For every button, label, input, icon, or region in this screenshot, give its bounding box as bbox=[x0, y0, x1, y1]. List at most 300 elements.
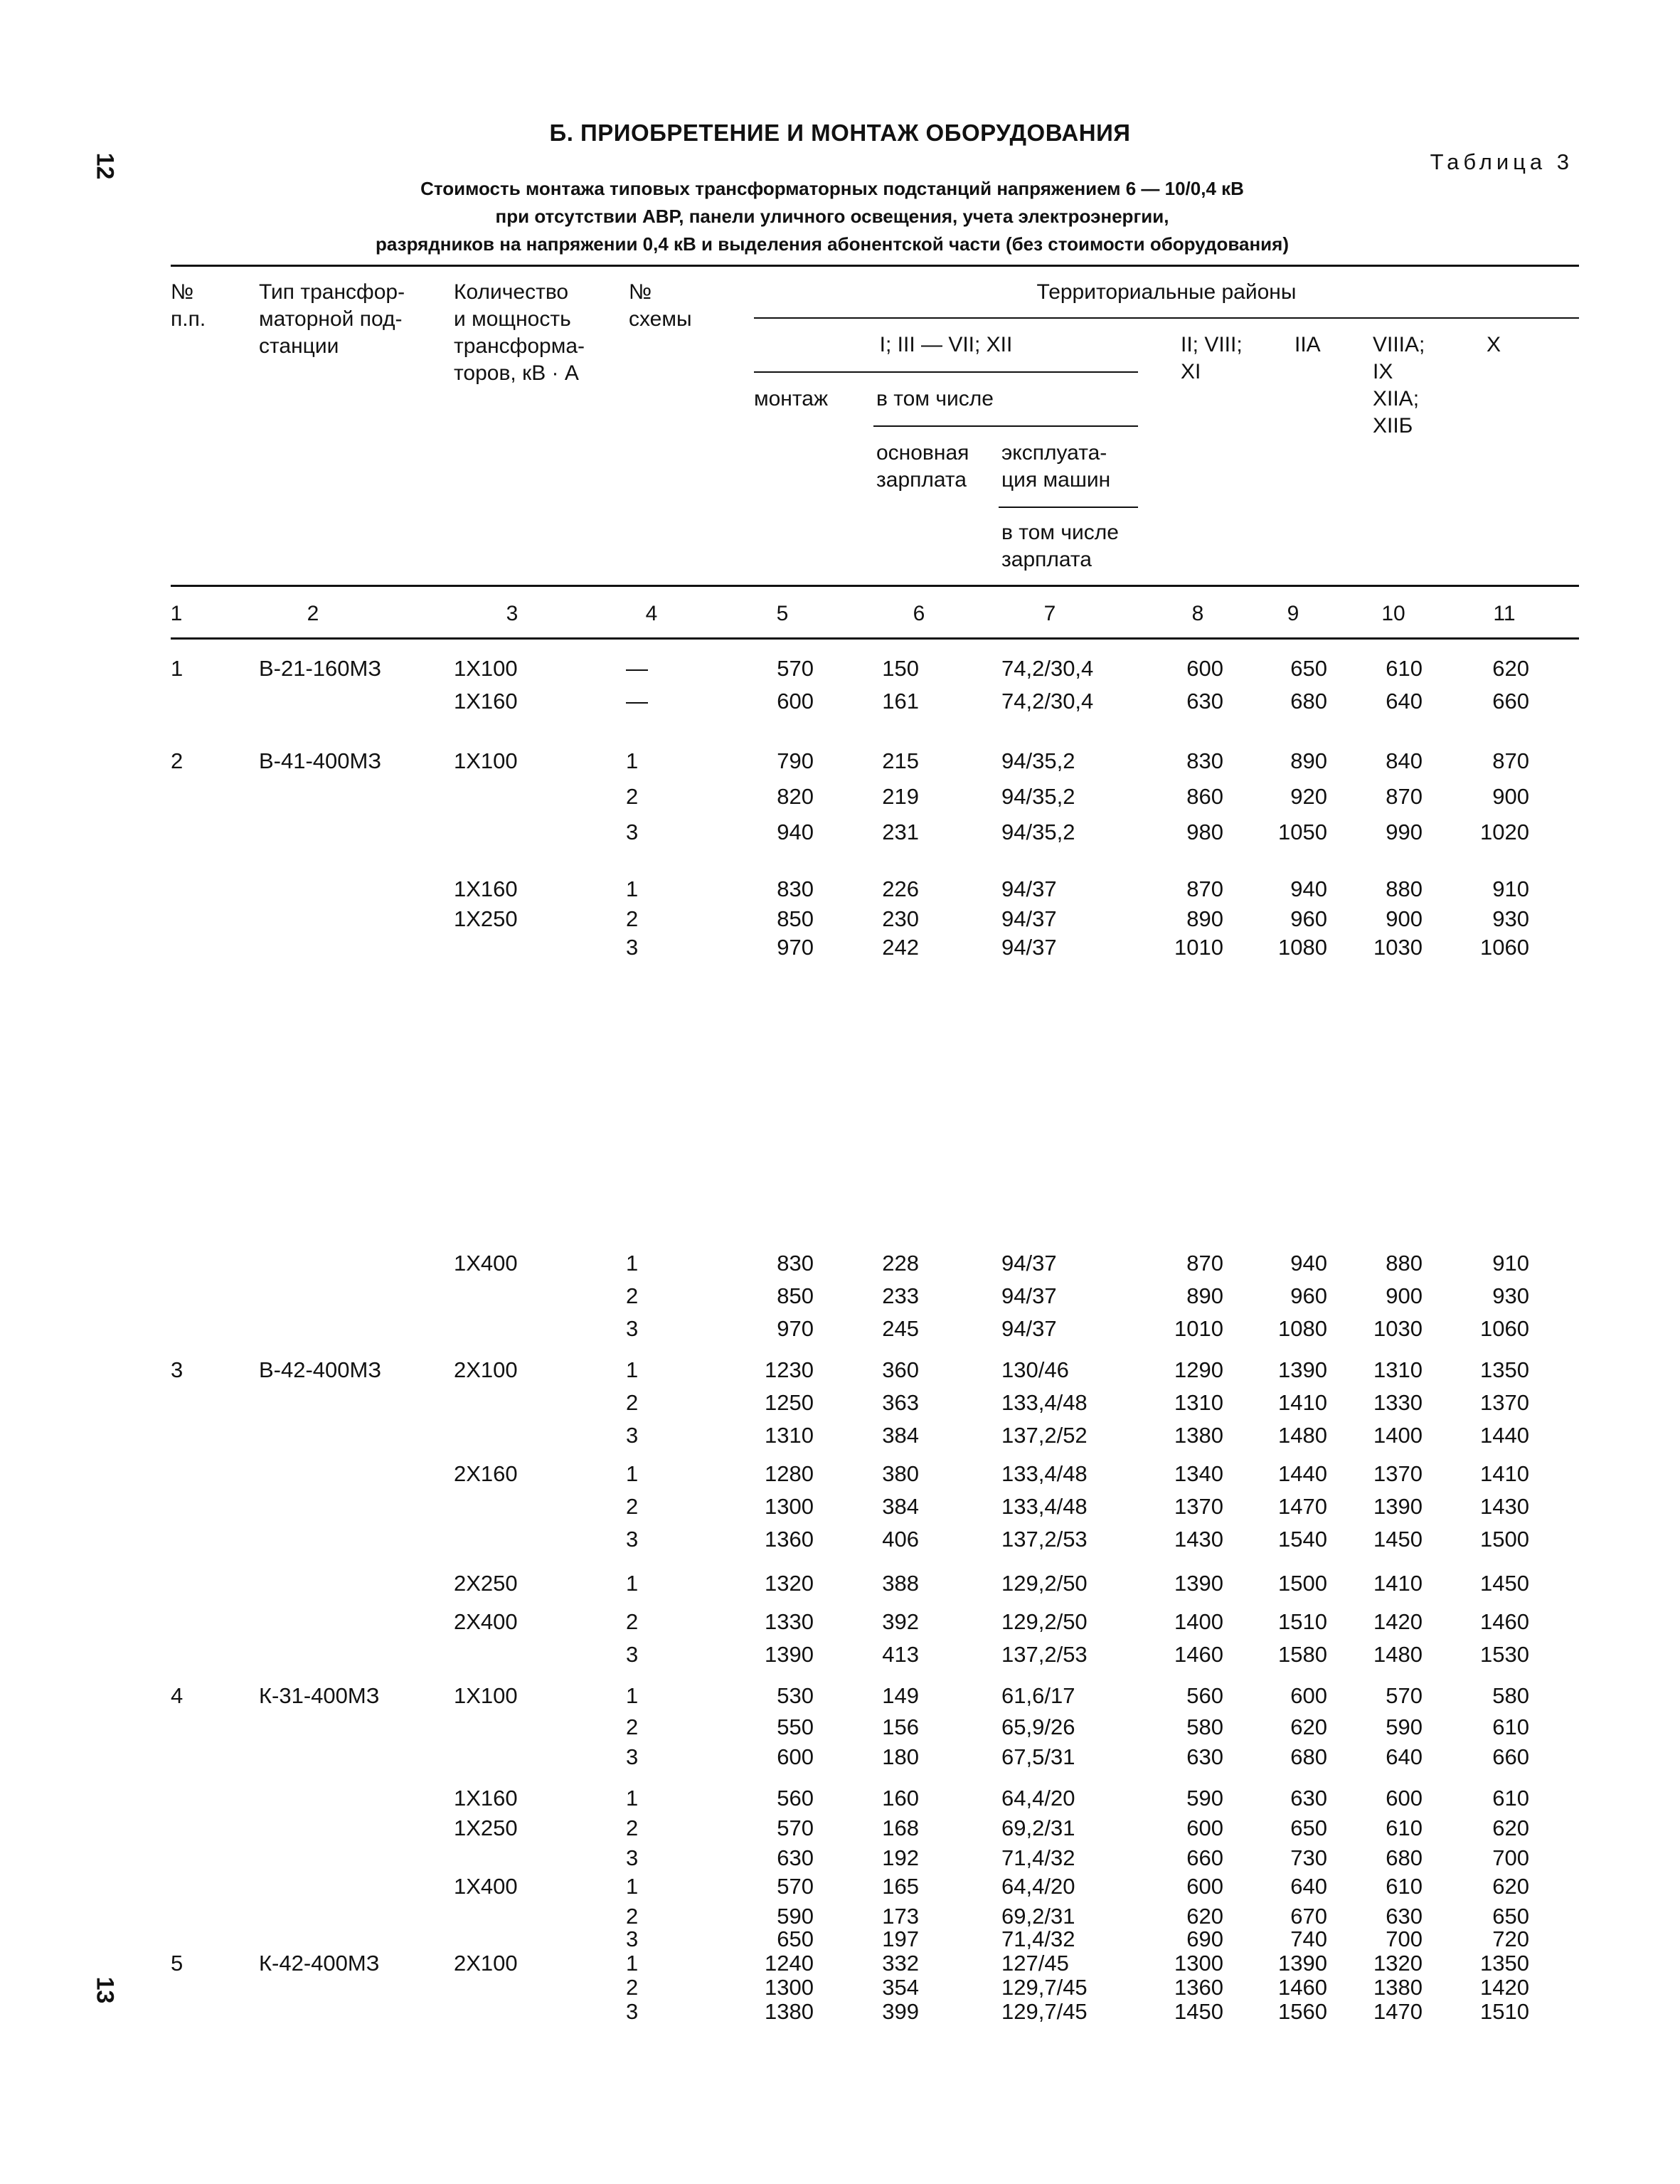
basic-wage-cell: 180 bbox=[882, 1744, 919, 1769]
basic-wage-cell: 384 bbox=[882, 1423, 919, 1448]
district-viiia-cell: 870 bbox=[1386, 784, 1423, 809]
district-iia-cell: 890 bbox=[1290, 748, 1327, 773]
scheme-number-cell: 1 bbox=[626, 1874, 639, 1899]
montage-cell: 850 bbox=[777, 1283, 814, 1308]
scheme-number-cell: 3 bbox=[626, 1316, 639, 1341]
row-number-cell: 1 bbox=[171, 656, 184, 681]
district-iia-cell: 1540 bbox=[1278, 1527, 1327, 1552]
header-col10-line: IX bbox=[1373, 360, 1393, 383]
montage-cell: 1360 bbox=[765, 1527, 814, 1552]
header-incl: в том числе bbox=[876, 387, 994, 410]
district-ii-cell: 660 bbox=[1186, 1845, 1223, 1870]
district-x-cell: 610 bbox=[1492, 1786, 1529, 1811]
transformer-qty-cell: 2X250 bbox=[454, 1571, 518, 1596]
district-iia-cell: 1500 bbox=[1278, 1571, 1327, 1596]
basic-wage-cell: 165 bbox=[882, 1874, 919, 1899]
basic-wage-cell: 173 bbox=[882, 1904, 919, 1929]
scheme-number-cell: 3 bbox=[626, 1926, 639, 1951]
header-group1: I; III — VII; XII bbox=[879, 333, 1013, 356]
basic-wage-cell: 192 bbox=[882, 1845, 919, 1870]
district-ii-cell: 600 bbox=[1186, 1874, 1223, 1899]
column-number-10: 10 bbox=[1381, 602, 1405, 625]
basic-wage-cell: 363 bbox=[882, 1390, 919, 1415]
transformer-qty-cell: 1X160 bbox=[454, 689, 518, 714]
page-number-bottom: 13 bbox=[91, 1976, 119, 2004]
substation-type-cell: В-21-160МЗ bbox=[259, 656, 382, 681]
district-viiia-cell: 1370 bbox=[1373, 1461, 1423, 1486]
machine-op-cell: 64,4/20 bbox=[1001, 1786, 1075, 1811]
column-number-4: 4 bbox=[645, 602, 658, 625]
basic-wage-cell: 406 bbox=[882, 1527, 919, 1552]
basic-wage-cell: 226 bbox=[882, 876, 919, 901]
district-ii-cell: 1460 bbox=[1174, 1642, 1223, 1667]
district-iia-cell: 680 bbox=[1290, 689, 1327, 714]
district-viiia-cell: 1480 bbox=[1373, 1642, 1423, 1667]
basic-wage-cell: 149 bbox=[882, 1683, 919, 1708]
district-x-cell: 620 bbox=[1492, 1815, 1529, 1840]
basic-wage-cell: 230 bbox=[882, 906, 919, 931]
district-viiia-cell: 1030 bbox=[1373, 935, 1423, 960]
district-iia-cell: 1470 bbox=[1278, 1494, 1327, 1519]
column-number-2: 2 bbox=[307, 602, 319, 625]
district-iia-cell: 1080 bbox=[1278, 1316, 1327, 1341]
scheme-number-cell: 1 bbox=[626, 1461, 639, 1486]
montage-cell: 970 bbox=[777, 1316, 814, 1341]
column-number-6: 6 bbox=[913, 602, 925, 625]
montage-cell: 1320 bbox=[765, 1571, 814, 1596]
district-iia-cell: 940 bbox=[1290, 1251, 1327, 1276]
machine-op-cell: 133,4/48 bbox=[1001, 1390, 1088, 1415]
district-iia-cell: 940 bbox=[1290, 876, 1327, 901]
district-iia-cell: 1440 bbox=[1278, 1461, 1327, 1486]
district-ii-cell: 1380 bbox=[1174, 1423, 1223, 1448]
district-iia-cell: 1410 bbox=[1278, 1390, 1327, 1415]
scheme-number-cell: 3 bbox=[626, 935, 639, 960]
caption-line-1: Стоимость монтажа типовых трансформаторных подстанций напряжением 6 — 10/0,4 кВ bbox=[420, 178, 1244, 199]
district-viiia-cell: 610 bbox=[1386, 1874, 1423, 1899]
district-ii-cell: 1450 bbox=[1174, 1999, 1223, 2024]
basic-wage-cell: 150 bbox=[882, 656, 919, 681]
transformer-qty-cell: 1X160 bbox=[454, 876, 518, 901]
header-col3-line: и мощность bbox=[454, 307, 571, 331]
district-iia-cell: 960 bbox=[1290, 906, 1327, 931]
header-col9: IIA bbox=[1294, 333, 1321, 356]
scheme-number-cell: 2 bbox=[626, 1714, 639, 1739]
scheme-number-cell: 1 bbox=[626, 1951, 639, 1976]
scheme-number-cell: 1 bbox=[626, 1786, 639, 1811]
district-x-cell: 1530 bbox=[1480, 1642, 1529, 1667]
substation-type-cell: К-42-400МЗ bbox=[259, 1951, 380, 1976]
district-iia-cell: 1480 bbox=[1278, 1423, 1327, 1448]
district-x-cell: 660 bbox=[1492, 689, 1529, 714]
machine-op-cell: 133,4/48 bbox=[1001, 1494, 1088, 1519]
machine-op-cell: 69,2/31 bbox=[1001, 1904, 1075, 1929]
transformer-qty-cell: 1X250 bbox=[454, 1815, 518, 1840]
transformer-qty-cell: 1X400 bbox=[454, 1251, 518, 1276]
district-x-cell: 1450 bbox=[1480, 1571, 1529, 1596]
basic-wage-cell: 161 bbox=[882, 689, 919, 714]
scheme-number-cell: 2 bbox=[626, 1815, 639, 1840]
district-ii-cell: 1010 bbox=[1174, 1316, 1223, 1341]
district-x-cell: 1510 bbox=[1480, 1999, 1529, 2024]
district-ii-cell: 890 bbox=[1186, 906, 1223, 931]
district-x-cell: 1440 bbox=[1480, 1423, 1529, 1448]
transformer-qty-cell: 2X400 bbox=[454, 1609, 518, 1634]
district-ii-cell: 1290 bbox=[1174, 1357, 1223, 1382]
district-viiia-cell: 640 bbox=[1386, 1744, 1423, 1769]
montage-cell: 600 bbox=[777, 1744, 814, 1769]
column-number-8: 8 bbox=[1191, 602, 1204, 625]
scheme-number-cell: 2 bbox=[626, 1904, 639, 1929]
basic-wage-cell: 360 bbox=[882, 1357, 919, 1382]
transformer-qty-cell: 1X160 bbox=[454, 1786, 518, 1811]
transformer-qty-cell: 1X100 bbox=[454, 1683, 518, 1708]
district-iia-cell: 1390 bbox=[1278, 1951, 1327, 1976]
district-ii-cell: 600 bbox=[1186, 656, 1223, 681]
montage-cell: 530 bbox=[777, 1683, 814, 1708]
district-ii-cell: 980 bbox=[1186, 820, 1223, 844]
district-ii-cell: 560 bbox=[1186, 1683, 1223, 1708]
basic-wage-cell: 228 bbox=[882, 1251, 919, 1276]
district-iia-cell: 1390 bbox=[1278, 1357, 1327, 1382]
montage-cell: 970 bbox=[777, 935, 814, 960]
district-viiia-cell: 600 bbox=[1386, 1786, 1423, 1811]
montage-cell: 600 bbox=[777, 689, 814, 714]
scheme-number-cell: 3 bbox=[626, 1744, 639, 1769]
scheme-number-cell: — bbox=[626, 656, 648, 681]
machine-op-cell: 67,5/31 bbox=[1001, 1744, 1075, 1769]
district-viiia-cell: 1320 bbox=[1373, 1951, 1423, 1976]
scheme-number-cell: 2 bbox=[626, 784, 639, 809]
district-x-cell: 910 bbox=[1492, 876, 1529, 901]
district-viiia-cell: 880 bbox=[1386, 876, 1423, 901]
district-x-cell: 1060 bbox=[1480, 1316, 1529, 1341]
header-basic-wage-line: зарплата bbox=[876, 468, 967, 492]
district-x-cell: 700 bbox=[1492, 1845, 1529, 1870]
basic-wage-cell: 219 bbox=[882, 784, 919, 809]
district-iia-cell: 960 bbox=[1290, 1283, 1327, 1308]
district-x-cell: 910 bbox=[1492, 1251, 1529, 1276]
scheme-number-cell: 3 bbox=[626, 1845, 639, 1870]
scheme-number-cell: 1 bbox=[626, 1571, 639, 1596]
scheme-number-cell: 3 bbox=[626, 1642, 639, 1667]
header-basic-wage-line: основная bbox=[876, 441, 969, 465]
row-number-cell: 4 bbox=[171, 1683, 184, 1708]
header-incl-wage-line: в том числе bbox=[1001, 521, 1119, 544]
district-iia-cell: 1560 bbox=[1278, 1999, 1327, 2024]
district-ii-cell: 870 bbox=[1186, 876, 1223, 901]
machine-op-cell: 94/35,2 bbox=[1001, 820, 1075, 844]
district-iia-cell: 630 bbox=[1290, 1786, 1327, 1811]
montage-cell: 820 bbox=[777, 784, 814, 809]
district-x-cell: 720 bbox=[1492, 1926, 1529, 1951]
district-ii-cell: 890 bbox=[1186, 1283, 1223, 1308]
district-x-cell: 610 bbox=[1492, 1714, 1529, 1739]
header-col8-line: II; VIII; bbox=[1181, 333, 1243, 356]
montage-cell: 570 bbox=[777, 656, 814, 681]
transformer-qty-cell: 2X160 bbox=[454, 1461, 518, 1486]
caption-line-3: разрядников на напряжении 0,4 кВ и выделения абонентской части (без стоимости оборудования) bbox=[376, 233, 1289, 255]
district-ii-cell: 1340 bbox=[1174, 1461, 1223, 1486]
district-x-cell: 1060 bbox=[1480, 935, 1529, 960]
district-ii-cell: 600 bbox=[1186, 1815, 1223, 1840]
machine-op-cell: 137,2/53 bbox=[1001, 1642, 1088, 1667]
district-viiia-cell: 570 bbox=[1386, 1683, 1423, 1708]
district-viiia-cell: 1410 bbox=[1373, 1571, 1423, 1596]
basic-wage-cell: 197 bbox=[882, 1926, 919, 1951]
montage-cell: 790 bbox=[777, 748, 814, 773]
district-ii-cell: 860 bbox=[1186, 784, 1223, 809]
district-iia-cell: 1460 bbox=[1278, 1975, 1327, 2000]
row-number-cell: 3 bbox=[171, 1357, 184, 1382]
machine-op-cell: 65,9/26 bbox=[1001, 1714, 1075, 1739]
district-ii-cell: 590 bbox=[1186, 1786, 1223, 1811]
district-iia-cell: 1510 bbox=[1278, 1609, 1327, 1634]
district-ii-cell: 1370 bbox=[1174, 1494, 1223, 1519]
montage-cell: 570 bbox=[777, 1874, 814, 1899]
district-x-cell: 620 bbox=[1492, 1874, 1529, 1899]
table-label: Таблица 3 bbox=[1430, 149, 1573, 174]
district-viiia-cell: 1420 bbox=[1373, 1609, 1423, 1634]
header-col4-line: № bbox=[629, 280, 652, 304]
row-number-cell: 5 bbox=[171, 1951, 184, 1976]
machine-op-cell: 94/37 bbox=[1001, 1251, 1057, 1276]
substation-type-cell: В-42-400МЗ bbox=[259, 1357, 382, 1382]
district-x-cell: 1410 bbox=[1480, 1461, 1529, 1486]
basic-wage-cell: 380 bbox=[882, 1461, 919, 1486]
header-montage: монтаж bbox=[754, 387, 829, 410]
district-x-cell: 660 bbox=[1492, 1744, 1529, 1769]
header-col1-line: п.п. bbox=[171, 307, 206, 331]
district-viiia-cell: 1470 bbox=[1373, 1999, 1423, 2024]
scheme-number-cell: 2 bbox=[626, 1494, 639, 1519]
district-x-cell: 900 bbox=[1492, 784, 1529, 809]
basic-wage-cell: 156 bbox=[882, 1714, 919, 1739]
district-viiia-cell: 1390 bbox=[1373, 1494, 1423, 1519]
scheme-number-cell: — bbox=[626, 689, 648, 714]
district-viiia-cell: 700 bbox=[1386, 1926, 1423, 1951]
district-iia-cell: 740 bbox=[1290, 1926, 1327, 1951]
district-ii-cell: 870 bbox=[1186, 1251, 1223, 1276]
machine-op-cell: 94/37 bbox=[1001, 906, 1057, 931]
scheme-number-cell: 3 bbox=[626, 820, 639, 844]
basic-wage-cell: 233 bbox=[882, 1283, 919, 1308]
montage-cell: 1380 bbox=[765, 1999, 814, 2024]
column-number-9: 9 bbox=[1287, 602, 1299, 625]
machine-op-cell: 129,7/45 bbox=[1001, 1975, 1088, 2000]
district-ii-cell: 830 bbox=[1186, 748, 1223, 773]
machine-op-cell: 129,2/50 bbox=[1001, 1571, 1088, 1596]
machine-op-cell: 129,7/45 bbox=[1001, 1999, 1088, 2024]
montage-cell: 1310 bbox=[765, 1423, 814, 1448]
header-col3-line: Количество bbox=[454, 280, 569, 304]
district-ii-cell: 580 bbox=[1186, 1714, 1223, 1739]
district-x-cell: 1020 bbox=[1480, 820, 1529, 844]
scheme-number-cell: 1 bbox=[626, 748, 639, 773]
basic-wage-cell: 388 bbox=[882, 1571, 919, 1596]
transformer-qty-cell: 1X250 bbox=[454, 906, 518, 931]
district-viiia-cell: 900 bbox=[1386, 1283, 1423, 1308]
machine-op-cell: 130/46 bbox=[1001, 1357, 1069, 1382]
district-viiia-cell: 1380 bbox=[1373, 1975, 1423, 2000]
district-viiia-cell: 630 bbox=[1386, 1904, 1423, 1929]
machine-op-cell: 137,2/53 bbox=[1001, 1527, 1088, 1552]
scheme-number-cell: 2 bbox=[626, 1975, 639, 2000]
district-x-cell: 1420 bbox=[1480, 1975, 1529, 2000]
basic-wage-cell: 245 bbox=[882, 1316, 919, 1341]
district-ii-cell: 1390 bbox=[1174, 1571, 1223, 1596]
machine-op-cell: 64,4/20 bbox=[1001, 1874, 1075, 1899]
district-viiia-cell: 1030 bbox=[1373, 1316, 1423, 1341]
district-x-cell: 1430 bbox=[1480, 1494, 1529, 1519]
column-number-1: 1 bbox=[170, 602, 183, 625]
district-ii-cell: 630 bbox=[1186, 689, 1223, 714]
district-viiia-cell: 840 bbox=[1386, 748, 1423, 773]
district-ii-cell: 1360 bbox=[1174, 1975, 1223, 2000]
district-viiia-cell: 640 bbox=[1386, 689, 1423, 714]
header-territorial: Территориальные районы bbox=[1036, 280, 1297, 304]
district-ii-cell: 1300 bbox=[1174, 1951, 1223, 1976]
machine-op-cell: 94/35,2 bbox=[1001, 748, 1075, 773]
district-iia-cell: 600 bbox=[1290, 1683, 1327, 1708]
machine-op-cell: 71,4/32 bbox=[1001, 1845, 1075, 1870]
montage-cell: 1300 bbox=[765, 1975, 814, 2000]
machine-op-cell: 94/37 bbox=[1001, 1316, 1057, 1341]
montage-cell: 1280 bbox=[765, 1461, 814, 1486]
district-iia-cell: 650 bbox=[1290, 1815, 1327, 1840]
montage-cell: 1390 bbox=[765, 1642, 814, 1667]
machine-op-cell: 61,6/17 bbox=[1001, 1683, 1075, 1708]
district-iia-cell: 650 bbox=[1290, 656, 1327, 681]
header-col3-line: трансформа- bbox=[454, 334, 585, 358]
basic-wage-cell: 413 bbox=[882, 1642, 919, 1667]
header-col3-line: торов, кВ · А bbox=[454, 361, 579, 385]
scheme-number-cell: 2 bbox=[626, 906, 639, 931]
basic-wage-cell: 215 bbox=[882, 748, 919, 773]
district-viiia-cell: 590 bbox=[1386, 1714, 1423, 1739]
district-ii-cell: 1010 bbox=[1174, 935, 1223, 960]
montage-cell: 630 bbox=[777, 1845, 814, 1870]
district-x-cell: 650 bbox=[1492, 1904, 1529, 1929]
transformer-qty-cell: 2X100 bbox=[454, 1951, 518, 1976]
header-machine-op-line: эксплуата- bbox=[1001, 441, 1107, 465]
montage-cell: 1230 bbox=[765, 1357, 814, 1382]
scheme-number-cell: 2 bbox=[626, 1283, 639, 1308]
basic-wage-cell: 399 bbox=[882, 1999, 919, 2024]
district-iia-cell: 640 bbox=[1290, 1874, 1327, 1899]
substation-type-cell: В-41-400МЗ bbox=[259, 748, 382, 773]
montage-cell: 850 bbox=[777, 906, 814, 931]
district-viiia-cell: 680 bbox=[1386, 1845, 1423, 1870]
district-x-cell: 1350 bbox=[1480, 1357, 1529, 1382]
header-machine-op-line: ция машин bbox=[1001, 468, 1111, 492]
montage-cell: 590 bbox=[777, 1904, 814, 1929]
scheme-number-cell: 1 bbox=[626, 1251, 639, 1276]
district-viiia-cell: 880 bbox=[1386, 1251, 1423, 1276]
district-x-cell: 930 bbox=[1492, 906, 1529, 931]
column-number-3: 3 bbox=[506, 602, 519, 625]
machine-op-cell: 94/35,2 bbox=[1001, 784, 1075, 809]
district-iia-cell: 1080 bbox=[1278, 935, 1327, 960]
district-iia-cell: 730 bbox=[1290, 1845, 1327, 1870]
montage-cell: 1240 bbox=[765, 1951, 814, 1976]
district-viiia-cell: 1400 bbox=[1373, 1423, 1423, 1448]
montage-cell: 570 bbox=[777, 1815, 814, 1840]
montage-cell: 550 bbox=[777, 1714, 814, 1739]
machine-op-cell: 127/45 bbox=[1001, 1951, 1069, 1976]
header-col8-line: XI bbox=[1181, 360, 1201, 383]
district-ii-cell: 1310 bbox=[1174, 1390, 1223, 1415]
basic-wage-cell: 231 bbox=[882, 820, 919, 844]
machine-op-cell: 71,4/32 bbox=[1001, 1926, 1075, 1951]
machine-op-cell: 133,4/48 bbox=[1001, 1461, 1088, 1486]
basic-wage-cell: 332 bbox=[882, 1951, 919, 1976]
header-col2-line: станции bbox=[259, 334, 339, 358]
page-number-top: 12 bbox=[91, 152, 119, 180]
montage-cell: 1330 bbox=[765, 1609, 814, 1634]
header-col1-line: № bbox=[171, 280, 194, 304]
scheme-number-cell: 3 bbox=[626, 1423, 639, 1448]
scheme-number-cell: 2 bbox=[626, 1609, 639, 1634]
basic-wage-cell: 168 bbox=[882, 1815, 919, 1840]
district-iia-cell: 680 bbox=[1290, 1744, 1327, 1769]
district-ii-cell: 620 bbox=[1186, 1904, 1223, 1929]
scheme-number-cell: 1 bbox=[626, 1357, 639, 1382]
header-col10-line: XIIБ bbox=[1373, 414, 1413, 438]
transformer-qty-cell: 1X100 bbox=[454, 748, 518, 773]
basic-wage-cell: 160 bbox=[882, 1786, 919, 1811]
basic-wage-cell: 384 bbox=[882, 1494, 919, 1519]
header-col2-line: Тип трансфор- bbox=[259, 280, 405, 304]
district-iia-cell: 1050 bbox=[1278, 820, 1327, 844]
district-x-cell: 620 bbox=[1492, 656, 1529, 681]
machine-op-cell: 94/37 bbox=[1001, 935, 1057, 960]
district-x-cell: 930 bbox=[1492, 1283, 1529, 1308]
district-x-cell: 1370 bbox=[1480, 1390, 1529, 1415]
montage-cell: 560 bbox=[777, 1786, 814, 1811]
machine-op-cell: 74,2/30,4 bbox=[1001, 656, 1094, 681]
district-viiia-cell: 990 bbox=[1386, 820, 1423, 844]
machine-op-cell: 94/37 bbox=[1001, 876, 1057, 901]
montage-cell: 940 bbox=[777, 820, 814, 844]
header-col11: X bbox=[1487, 333, 1501, 356]
section-title: Б. ПРИОБРЕТЕНИЕ И МОНТАЖ ОБОРУДОВАНИЯ bbox=[549, 120, 1131, 146]
scheme-number-cell: 1 bbox=[626, 876, 639, 901]
district-x-cell: 1500 bbox=[1480, 1527, 1529, 1552]
district-viiia-cell: 1330 bbox=[1373, 1390, 1423, 1415]
machine-op-cell: 69,2/31 bbox=[1001, 1815, 1075, 1840]
district-iia-cell: 670 bbox=[1290, 1904, 1327, 1929]
machine-op-cell: 129,2/50 bbox=[1001, 1609, 1088, 1634]
header-col10-line: VIIIA; bbox=[1373, 333, 1425, 356]
district-iia-cell: 920 bbox=[1290, 784, 1327, 809]
header-col10-line: XIIA; bbox=[1373, 387, 1420, 410]
district-viiia-cell: 610 bbox=[1386, 656, 1423, 681]
machine-op-cell: 74,2/30,4 bbox=[1001, 689, 1094, 714]
basic-wage-cell: 242 bbox=[882, 935, 919, 960]
montage-cell: 650 bbox=[777, 1926, 814, 1951]
district-x-cell: 1350 bbox=[1480, 1951, 1529, 1976]
district-viiia-cell: 900 bbox=[1386, 906, 1423, 931]
basic-wage-cell: 392 bbox=[882, 1609, 919, 1634]
district-ii-cell: 1430 bbox=[1174, 1527, 1223, 1552]
substation-type-cell: К-31-400МЗ bbox=[259, 1683, 380, 1708]
scheme-number-cell: 3 bbox=[626, 1999, 639, 2024]
row-number-cell: 2 bbox=[171, 748, 184, 773]
montage-cell: 830 bbox=[777, 1251, 814, 1276]
district-x-cell: 1460 bbox=[1480, 1609, 1529, 1634]
district-viiia-cell: 1310 bbox=[1373, 1357, 1423, 1382]
